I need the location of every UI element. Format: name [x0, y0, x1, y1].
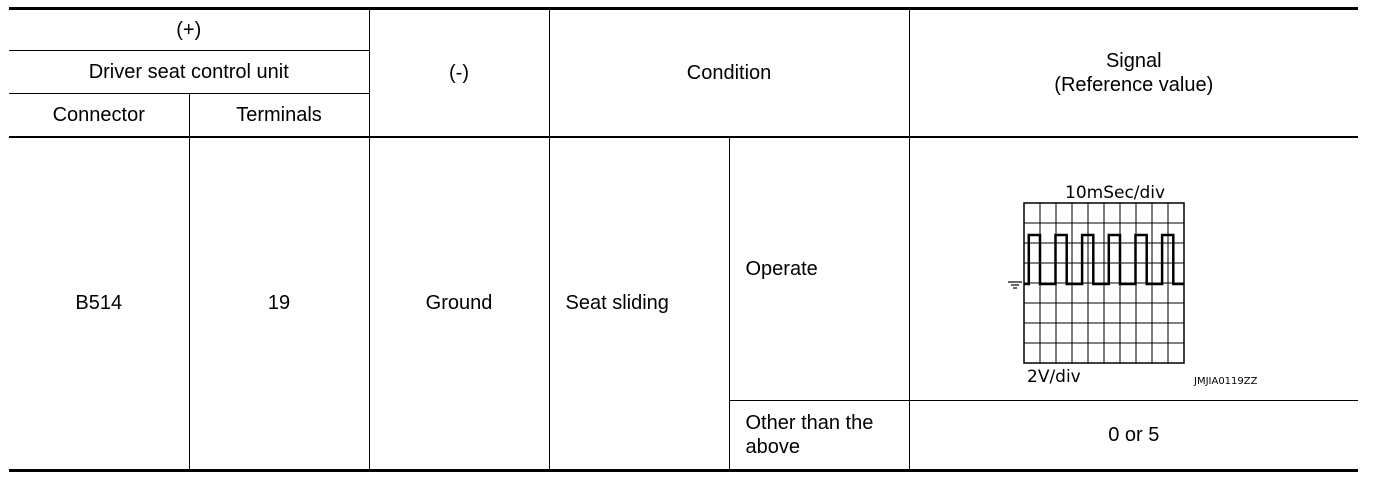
other-value: 0 or 5: [909, 401, 1358, 471]
signal-header-line2: (Reference value): [1054, 73, 1214, 96]
terminals-header: Terminals: [189, 94, 369, 137]
condition-header: Condition: [549, 9, 909, 137]
ground-value: Ground: [369, 137, 549, 471]
waveform-cell: [909, 137, 1358, 401]
terminal-value: 19: [189, 137, 369, 471]
minus-header: (-): [369, 9, 549, 137]
oscilloscope-svg: [910, 138, 1359, 400]
unit-header: Driver seat control unit: [9, 51, 369, 94]
image-code-label: JMJIA0119ZZ: [1193, 375, 1257, 387]
state-operate: Operate: [729, 137, 909, 401]
connector-header: Connector: [9, 94, 189, 137]
terminal-spec-table: [9, 7, 1358, 472]
signal-header: [909, 9, 1358, 137]
condition-value: Seat sliding: [549, 137, 729, 471]
connector-value: B514: [9, 137, 189, 471]
volt-div-label: 2V/div: [1026, 366, 1081, 387]
signal-header-line1: Signal: [1105, 49, 1162, 72]
time-div-label: 10mSec/div: [1064, 182, 1165, 203]
state-other: Other than the above: [729, 401, 909, 471]
plus-header: (+): [9, 9, 369, 51]
oscilloscope-figure: [910, 138, 1359, 400]
